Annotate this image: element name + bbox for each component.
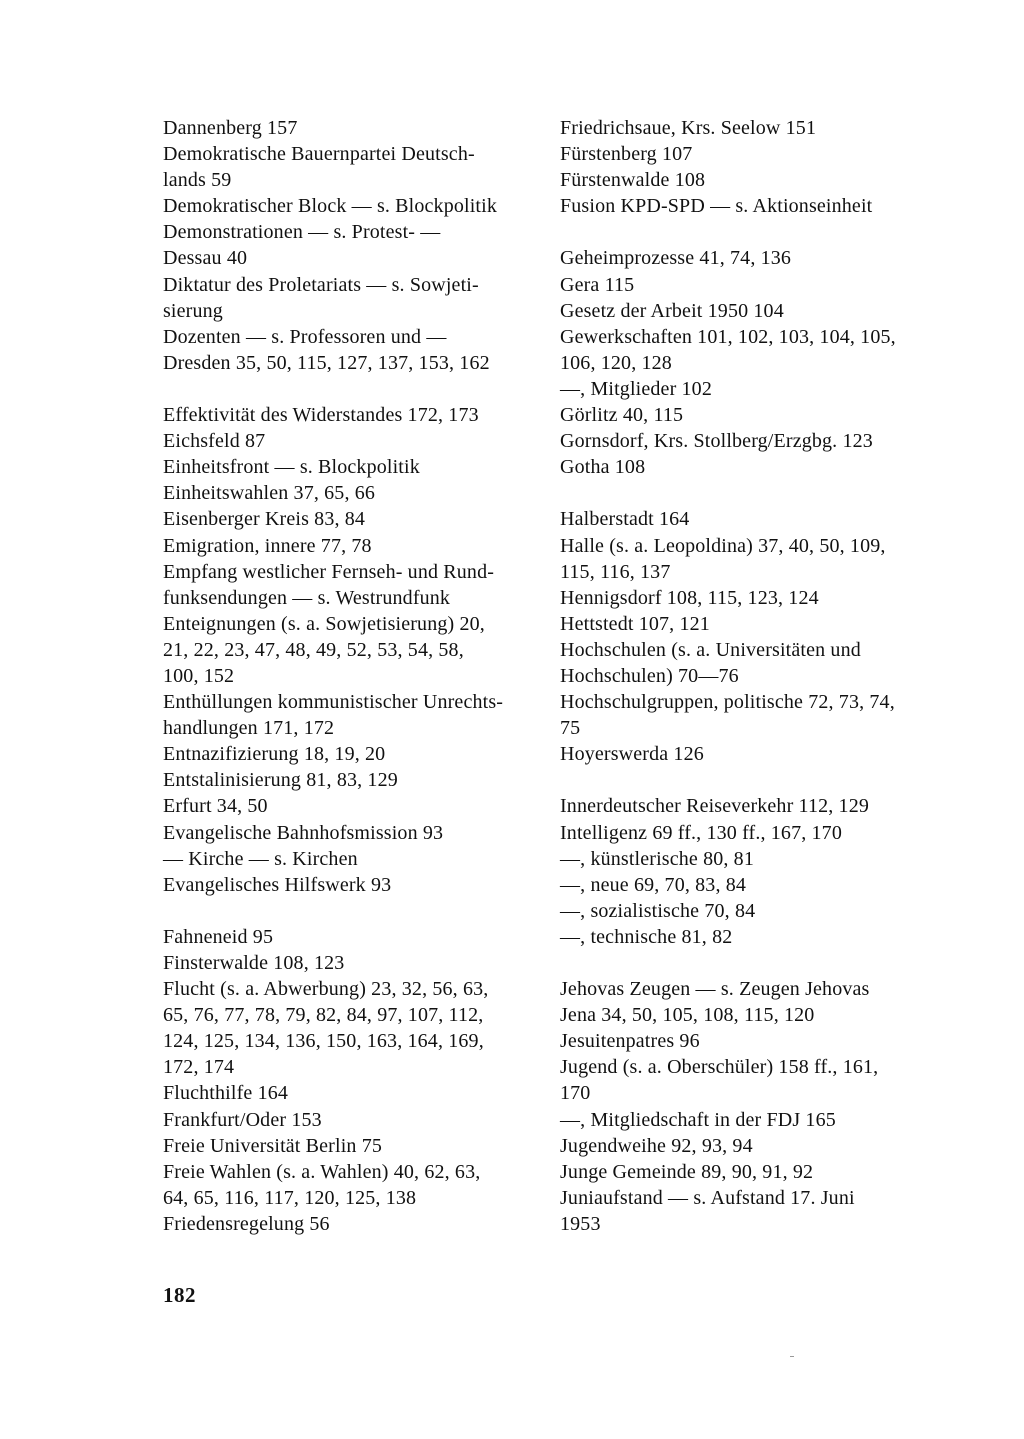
index-entry-line: Frankfurt/Oder 153 xyxy=(163,1108,322,1131)
index-entry xyxy=(560,846,930,872)
index-entry-line: Fahneneid 95 xyxy=(163,925,274,948)
index-entry xyxy=(163,767,533,793)
index-entry xyxy=(560,793,930,819)
index-entry-line: Diktatur des Proletariats — s. Sowjeti- xyxy=(163,273,479,296)
index-entry xyxy=(560,533,930,585)
index-entry-line: Gornsdorf, Krs. Stollberg/Erzgbg. 123 xyxy=(560,430,873,453)
index-entry xyxy=(560,402,930,428)
index-entry xyxy=(163,1159,533,1211)
index-entry-line: sierung xyxy=(163,299,223,322)
index-entry-line: Intelligenz 69 ff., 130 ff., 167, 170 xyxy=(560,821,842,844)
index-entry-line: Enthüllungen kommunistischer Unrechts- xyxy=(163,691,504,714)
index-entry-line: Dessau 40 xyxy=(163,247,248,270)
index-entry-line: 124, 125, 134, 136, 150, 163, 164, 169, xyxy=(163,1030,484,1053)
index-entry-line: Innerdeutscher Reiseverkehr 112, 129 xyxy=(560,795,869,818)
index-letter-group xyxy=(163,402,533,898)
index-entry-line: 1953 xyxy=(560,1212,601,1235)
index-entry-line: Hochschulen) 70—76 xyxy=(560,664,739,687)
index-entry-line: Freie Wahlen (s. a. Wahlen) 40, 62, 63, xyxy=(163,1160,481,1183)
index-entry xyxy=(560,245,930,271)
index-entry-line: Einheitswahlen 37, 65, 66 xyxy=(163,482,376,505)
index-entry xyxy=(560,741,930,767)
index-entry-line: Juniaufstand — s. Aufstand 17. Juni xyxy=(560,1186,855,1209)
index-entry-line: Fluchthilfe 164 xyxy=(163,1082,289,1105)
index-entry xyxy=(163,611,533,689)
index-entry xyxy=(560,976,930,1002)
index-entry xyxy=(163,689,533,741)
index-entry xyxy=(163,741,533,767)
index-entry-line: Hoyerswerda 126 xyxy=(560,743,704,766)
index-letter-group xyxy=(560,976,930,1237)
index-entry xyxy=(560,689,930,741)
index-entry-line: Eichsfeld 87 xyxy=(163,430,266,453)
index-entry xyxy=(163,1107,533,1133)
index-entry xyxy=(163,846,533,872)
index-entry-line: 172, 174 xyxy=(163,1056,235,1079)
index-entry-line: —, technische 81, 82 xyxy=(560,925,733,948)
index-entry-line: 170 xyxy=(560,1082,591,1105)
index-entry xyxy=(163,1080,533,1106)
index-entry-line: Demokratischer Block — s. Blockpolitik xyxy=(163,195,497,218)
index-entry-line: 65, 76, 77, 78, 79, 82, 84, 97, 107, 112, xyxy=(163,1004,484,1027)
index-entry xyxy=(560,611,930,637)
index-entry-line: Jugend (s. a. Oberschüler) 158 ff., 161, xyxy=(560,1056,879,1079)
index-entry xyxy=(163,219,533,245)
index-entry-line: —, sozialistische 70, 84 xyxy=(560,899,756,922)
index-entry-line: Hettstedt 107, 121 xyxy=(560,612,710,635)
index-entry xyxy=(560,1159,930,1185)
index-entry xyxy=(163,1211,533,1237)
index-entry xyxy=(163,533,533,559)
index-entry xyxy=(560,141,930,167)
index-entry xyxy=(163,793,533,819)
index-entry-line: —, neue 69, 70, 83, 84 xyxy=(560,873,747,896)
index-entry-line: Halle (s. a. Leopoldina) 37, 40, 50, 109, xyxy=(560,534,886,557)
index-entry xyxy=(163,324,533,350)
index-entry xyxy=(560,1185,930,1237)
index-entry-line: 100, 152 xyxy=(163,664,235,687)
index-entry-line: Gera 115 xyxy=(560,273,635,296)
index-entry-line: 21, 22, 23, 47, 48, 49, 52, 53, 54, 58, xyxy=(163,638,464,661)
index-entry xyxy=(163,950,533,976)
index-entry-line: Gewerkschaften 101, 102, 103, 104, 105, xyxy=(560,325,896,348)
index-letter-group xyxy=(560,245,930,480)
index-entry-line: Dresden 35, 50, 115, 127, 137, 153, 162 xyxy=(163,351,490,374)
index-entry xyxy=(560,506,930,532)
index-entry-line: Enteignungen (s. a. Sowjetisierung) 20, xyxy=(163,612,485,635)
index-entry-line: Dannenberg 157 xyxy=(163,117,298,139)
index-entry xyxy=(560,193,930,219)
index-entry xyxy=(163,559,533,611)
index-entry-line: Emigration, innere 77, 78 xyxy=(163,534,372,557)
index-entry-line: Hennigsdorf 108, 115, 123, 124 xyxy=(560,586,819,609)
index-entry-line: Görlitz 40, 115 xyxy=(560,404,684,427)
index-entry-line: Demokratische Bauernpartei Deutsch- xyxy=(163,143,475,166)
index-entry-line: Gotha 108 xyxy=(560,456,646,479)
index-column-right xyxy=(560,115,930,1263)
index-entry-line: Evangelische Bahnhofsmission 93 xyxy=(163,821,444,844)
index-entry xyxy=(560,272,930,298)
index-entry-line: Entstalinisierung 81, 83, 129 xyxy=(163,769,398,792)
index-entry-line: Fusion KPD-SPD — s. Aktionseinheit xyxy=(560,195,873,218)
index-entry-line: Jehovas Zeugen — s. Zeugen Jehovas xyxy=(560,978,870,1001)
index-letter-group xyxy=(560,115,930,219)
index-entry xyxy=(560,1107,930,1133)
index-entry-line: —, Mitgliedschaft in der FDJ 165 xyxy=(560,1108,836,1131)
index-entry-line: Finsterwalde 108, 123 xyxy=(163,952,345,974)
index-entry xyxy=(560,454,930,480)
index-entry xyxy=(560,924,930,950)
index-entry-line: Jena 34, 50, 105, 108, 115, 120 xyxy=(560,1004,815,1027)
index-entry-line: Hochschulen (s. a. Universitäten und xyxy=(560,638,861,661)
index-entry xyxy=(560,324,930,376)
index-entry xyxy=(560,585,930,611)
index-entry-line: Junge Gemeinde 89, 90, 91, 92 xyxy=(560,1160,814,1183)
index-entry-line: — Kirche — s. Kirchen xyxy=(163,847,358,870)
index-entry xyxy=(163,245,533,271)
index-entry xyxy=(560,637,930,689)
index-entry-line: 75 xyxy=(560,717,581,740)
index-letter-group xyxy=(163,115,533,376)
index-entry-line: —, Mitglieder 102 xyxy=(560,377,712,400)
index-entry xyxy=(163,350,533,376)
index-entry xyxy=(163,1133,533,1159)
index-entry-line: Jesuitenpatres 96 xyxy=(560,1030,700,1053)
index-entry xyxy=(163,193,533,219)
index-entry-line: 115, 116, 137 xyxy=(560,560,671,583)
index-entry-line: lands 59 xyxy=(163,169,232,192)
index-entry-line: handlungen 171, 172 xyxy=(163,717,335,740)
index-entry-line: Halberstadt 164 xyxy=(560,508,690,531)
index-entry xyxy=(163,820,533,846)
index-letter-group xyxy=(560,506,930,767)
index-entry-line: 106, 120, 128 xyxy=(560,351,672,374)
index-entry xyxy=(560,898,930,924)
index-letter-group xyxy=(560,793,930,950)
index-entry xyxy=(163,480,533,506)
index-entry-line: funksendungen — s. Westrundfunk xyxy=(163,586,451,609)
index-entry xyxy=(163,872,533,898)
page-number: 182 xyxy=(163,1283,196,1307)
index-entry-line: Gesetz der Arbeit 1950 104 xyxy=(560,299,784,322)
index-entry xyxy=(163,506,533,532)
index-entry xyxy=(163,402,533,428)
index-entry xyxy=(560,1028,930,1054)
index-entry-line: Friedensregelung 56 xyxy=(163,1212,330,1235)
index-entry xyxy=(163,428,533,454)
index-column-left xyxy=(163,115,533,1263)
index-entry-line: 64, 65, 116, 117, 120, 125, 138 xyxy=(163,1186,417,1209)
index-entry-line: Geheimprozesse 41, 74, 136 xyxy=(560,247,792,270)
index-entry xyxy=(560,1133,930,1159)
index-entry-line: Freie Universität Berlin 75 xyxy=(163,1134,383,1157)
index-entry-line: Evangelisches Hilfswerk 93 xyxy=(163,873,392,896)
index-entry-line: Entnazifizierung 18, 19, 20 xyxy=(163,743,386,766)
index-letter-group xyxy=(163,924,533,1237)
index-entry-line: Eisenberger Kreis 83, 84 xyxy=(163,508,366,531)
index-entry-line: Hochschulgruppen, politische 72, 73, 74, xyxy=(560,691,895,714)
index-entry xyxy=(163,454,533,480)
index-entry-line: Effektivität des Widerstandes 172, 173 xyxy=(163,404,479,427)
index-entry-line: Fürstenwalde 108 xyxy=(560,169,706,192)
index-entry-line: Flucht (s. a. Abwerbung) 23, 32, 56, 63, xyxy=(163,978,489,1001)
index-entry xyxy=(163,976,533,1080)
index-entry-line: Friedrichsaue, Krs. Seelow 151 xyxy=(560,117,817,139)
index-entry xyxy=(560,1002,930,1028)
index-entry xyxy=(163,924,533,950)
index-entry-line: Dozenten — s. Professoren und — xyxy=(163,325,447,348)
index-entry xyxy=(560,428,930,454)
index-entry xyxy=(560,167,930,193)
index-entry xyxy=(560,298,930,324)
index-entry xyxy=(560,820,930,846)
index-entry xyxy=(560,115,930,141)
index-entry xyxy=(163,115,533,141)
scan-speck xyxy=(790,1356,794,1357)
index-entry-line: Jugendweihe 92, 93, 94 xyxy=(560,1134,753,1157)
index-entry xyxy=(163,141,533,193)
index-entry xyxy=(560,1054,930,1106)
index-entry xyxy=(560,872,930,898)
index-entry-line: Einheitsfront — s. Blockpolitik xyxy=(163,456,420,479)
index-entry-line: Fürstenberg 107 xyxy=(560,143,693,166)
index-entry-line: Empfang westlicher Fernseh- und Rund- xyxy=(163,560,495,583)
index-entry-line: —, künstlerische 80, 81 xyxy=(560,847,754,870)
index-entry xyxy=(163,272,533,324)
index-entry xyxy=(560,376,930,402)
index-entry-line: Demonstrationen — s. Protest- — xyxy=(163,221,441,244)
index-entry-line: Erfurt 34, 50 xyxy=(163,795,268,818)
